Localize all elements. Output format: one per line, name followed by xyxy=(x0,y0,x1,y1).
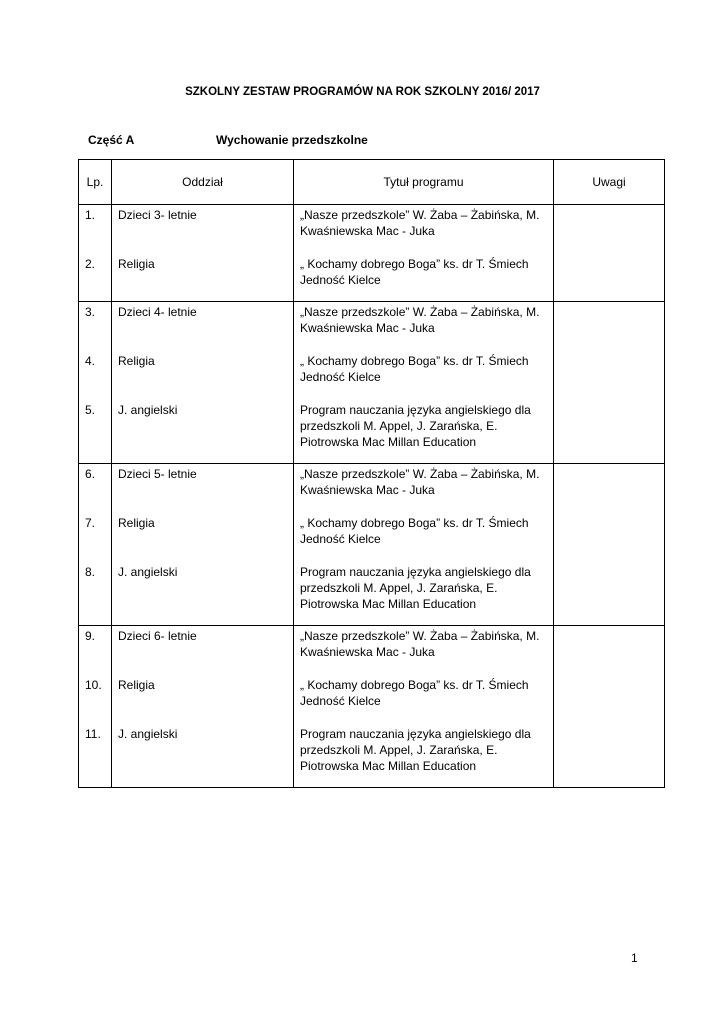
table-cell-oddzial xyxy=(112,302,294,464)
row-oddzial: Religia xyxy=(118,516,155,530)
row-lp: 4. xyxy=(85,354,96,368)
row-oddzial: J. angielski xyxy=(118,727,178,741)
table-body xyxy=(79,205,665,788)
row-lp: 7. xyxy=(85,516,96,530)
row-oddzial: Religia xyxy=(118,257,155,271)
table-cell-uwagi xyxy=(554,205,665,302)
table-header-row xyxy=(79,160,665,205)
row-program: „ Kochamy dobrego Boga” ks. dr T. Śmiech Jedność Kielce xyxy=(300,516,529,546)
row-lp: 5. xyxy=(85,403,96,417)
header-oddzial: Oddział xyxy=(112,160,294,205)
row-oddzial: Religia xyxy=(118,354,155,368)
row-program: „ Kochamy dobrego Boga” ks. dr T. Śmiech Jedność Kielce xyxy=(300,257,529,287)
page-number: 1 xyxy=(631,951,638,965)
table-cell-uwagi xyxy=(554,626,665,788)
table-cell-lp xyxy=(79,626,112,788)
row-program: Program nauczania języka angielskiego dla przedszkoli M. Appel, J. Zarańska, E. Piotrowska Mac Millan Education xyxy=(300,727,531,773)
table-row-group xyxy=(79,464,665,626)
table-row-group xyxy=(79,302,665,464)
row-oddzial: J. angielski xyxy=(118,403,178,417)
table-cell-lp xyxy=(79,205,112,302)
row-lp: 1. xyxy=(85,208,96,222)
row-lp: 11. xyxy=(85,727,101,741)
row-lp: 9. xyxy=(85,629,96,643)
programs-table xyxy=(78,159,665,788)
row-program: „Nasze przedszkole” W. Żaba – Żabińska, M. Kwaśniewska Mac - Juka xyxy=(300,305,540,335)
row-lp: 2. xyxy=(85,257,96,271)
row-program: „ Kochamy dobrego Boga” ks. dr T. Śmiech Jedność Kielce xyxy=(300,354,529,384)
row-oddzial: Dzieci 4- letnie xyxy=(118,305,197,319)
table-cell-oddzial xyxy=(112,626,294,788)
table-row-group xyxy=(79,626,665,788)
part-name: Wychowanie przedszkolne xyxy=(216,133,368,147)
table-cell-program xyxy=(294,464,554,626)
row-program: Program nauczania języka angielskiego dla przedszkoli M. Appel, J. Zarańska, E. Piotrowska Mac Millan Education xyxy=(300,565,531,611)
document-title: SZKOLNY ZESTAW PROGRAMÓW NA ROK SZKOLNY 2016/ 2017 xyxy=(185,86,540,98)
row-oddzial: Dzieci 3- letnie xyxy=(118,208,197,222)
table-cell-lp xyxy=(79,464,112,626)
row-lp: 6. xyxy=(85,467,96,481)
table-cell-oddzial xyxy=(112,205,294,302)
table-cell-uwagi xyxy=(554,464,665,626)
header-uwagi: Uwagi xyxy=(554,160,665,205)
header-tytul-programu: Tytuł programu xyxy=(294,160,554,205)
table-cell-program xyxy=(294,626,554,788)
table-cell-uwagi xyxy=(554,302,665,464)
row-lp: 3. xyxy=(85,305,96,319)
row-program: „Nasze przedszkole” W. Żaba – Żabińska, M. Kwaśniewska Mac - Juka xyxy=(300,467,540,497)
row-program: „Nasze przedszkole” W. Żaba – Żabińska, M. Kwaśniewska Mac - Juka xyxy=(300,629,540,659)
row-oddzial: J. angielski xyxy=(118,565,178,579)
row-oddzial: Religia xyxy=(118,678,155,692)
table-cell-lp xyxy=(79,302,112,464)
table-cell-program xyxy=(294,302,554,464)
row-program: Program nauczania języka angielskiego dla przedszkoli M. Appel, J. Zarańska, E. Piotrowska Mac Millan Education xyxy=(300,403,531,449)
row-program: „Nasze przedszkole” W. Żaba – Żabińska, M. Kwaśniewska Mac - Juka xyxy=(300,208,540,238)
table-cell-oddzial xyxy=(112,464,294,626)
row-lp: 8. xyxy=(85,565,96,579)
row-lp: 10. xyxy=(85,678,102,692)
part-label: Część A xyxy=(88,133,135,147)
header-lp: Lp. xyxy=(79,160,112,205)
table-row-group xyxy=(79,205,665,302)
row-oddzial: Dzieci 5- letnie xyxy=(118,467,197,481)
row-oddzial: Dzieci 6- letnie xyxy=(118,629,197,643)
table-cell-program xyxy=(294,205,554,302)
row-program: „ Kochamy dobrego Boga” ks. dr T. Śmiech Jedność Kielce xyxy=(300,678,529,708)
